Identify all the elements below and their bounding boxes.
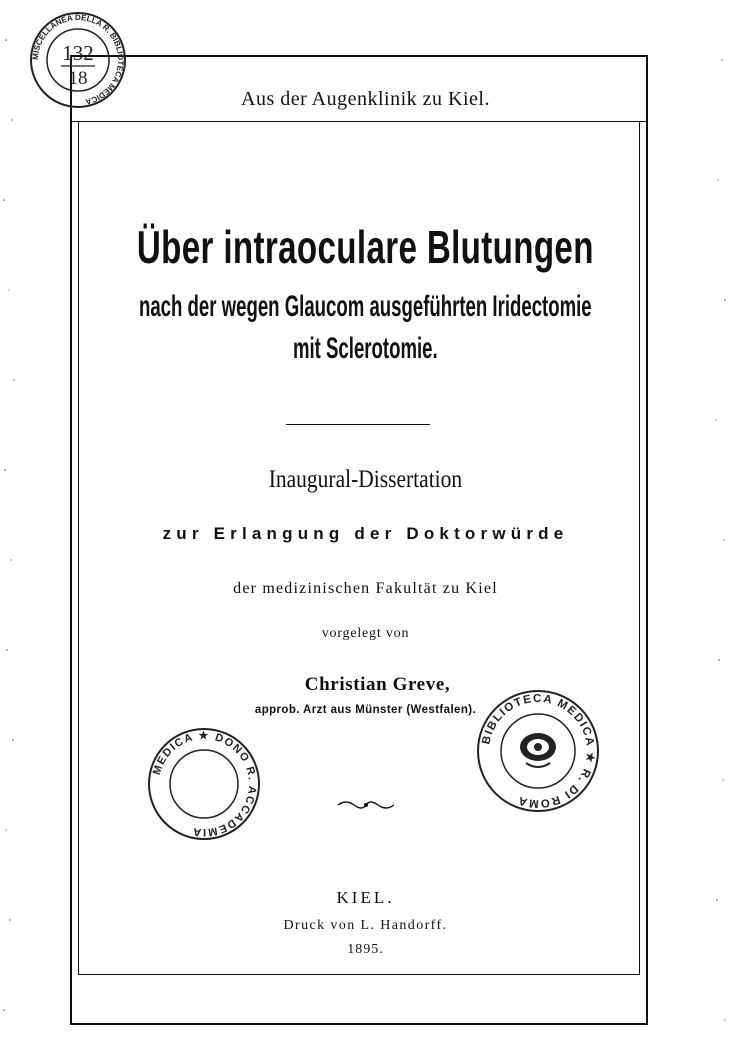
title-line3: mit Sclerotomie. <box>292 332 438 365</box>
header-clinic: Aus der Augenklinik zu Kiel. <box>241 88 490 110</box>
svg-text:MEDICA ★ DONO R. ACCADEMIA <box>151 730 258 838</box>
divider-rule <box>286 424 430 425</box>
library-stamp-right <box>474 687 602 815</box>
faculty-line: der medizinischen Fakultät zu Kiel <box>233 580 498 597</box>
presented-by: vorgelegt von <box>321 626 410 641</box>
title-line2: nach der wegen Glaucom ausgeführten Iridectomie <box>138 290 592 323</box>
author-affiliation: approb. Arzt aus Münster (Westfalen). <box>254 704 477 716</box>
donation-stamp <box>144 724 264 844</box>
stamp-top-ring-text: MISCELLANEA DELLA R. BIBLIOTECA MEDICA <box>30 12 126 107</box>
library-stamp-top <box>28 10 128 110</box>
ornament-flourish <box>336 798 396 812</box>
title-main: Über intraoculare Blutungen <box>136 221 594 273</box>
stamp-right-ring-text: BIBLIOTECA MEDICA ★ R. DI ROMA <box>480 692 597 810</box>
crest-icon <box>520 733 556 767</box>
stamp-top-number2: 18 <box>68 68 88 89</box>
imprint-year: 1895. <box>347 942 384 957</box>
dissertation-type: Inaugural-Dissertation <box>268 466 463 493</box>
stamp-left-ring-text: MEDICA ★ DONO R. ACCADEMIA <box>150 729 259 839</box>
imprint-city: KIEL. <box>336 888 395 907</box>
imprint-printer: Druck von L. Handorff. <box>283 918 448 933</box>
stamp-top-number1: 132 <box>62 41 94 65</box>
author-name: Christian Greve, <box>304 674 451 695</box>
degree-purpose: zur Erlangung der Doktorwürde <box>162 524 569 543</box>
